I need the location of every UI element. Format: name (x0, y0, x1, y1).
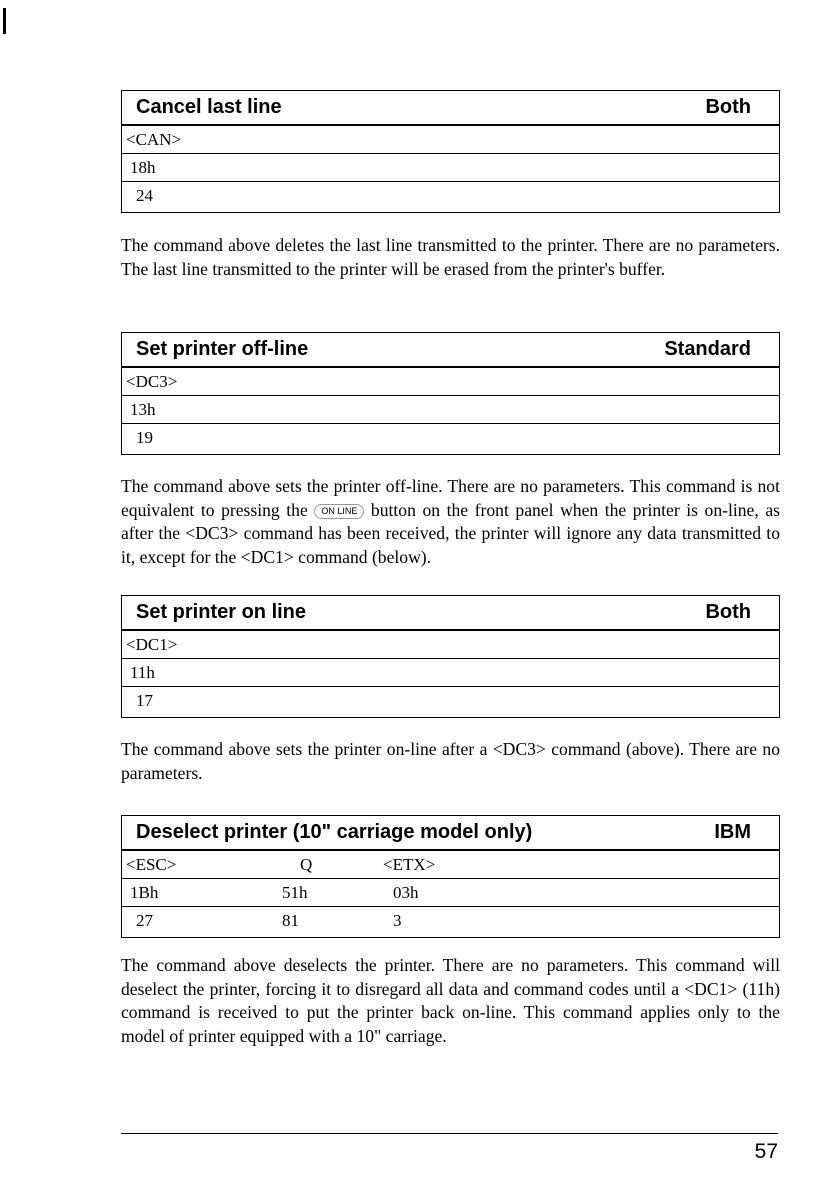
command-hex-row (122, 396, 779, 424)
description-set-printer-off-line (121, 475, 780, 569)
command-hex-row (122, 659, 779, 687)
page-number: 57 (754, 1140, 778, 1163)
decimal-code: 27 (136, 911, 153, 930)
command-title-row (122, 816, 779, 851)
command-ascii-row (122, 851, 779, 879)
command-title: Cancel last line (136, 96, 282, 118)
decimal-code: 24 (136, 186, 153, 205)
hex-code: 03h (393, 883, 419, 902)
command-ascii-row (122, 631, 779, 659)
command-mode: IBM (714, 821, 751, 843)
decimal-code: 3 (393, 911, 402, 930)
decimal-code: 19 (136, 428, 153, 447)
command-box-set-printer-on-line (121, 595, 780, 718)
decimal-code: 81 (282, 911, 299, 930)
footer-rule (121, 1133, 778, 1134)
command-decimal-row (122, 907, 779, 937)
ascii-code: <DC3> (126, 372, 178, 391)
description-cancel-last-line: The command above deletes the last line transmitted to the printer. There are no parameters. The last line transmitted to the printer will be erased from the printer's buffer. (121, 235, 780, 279)
command-mode: Standard (664, 338, 751, 360)
margin-mark (3, 8, 6, 34)
command-hex-row (122, 154, 779, 182)
command-box-set-printer-off-line (121, 332, 780, 455)
command-title: Set printer off-line (136, 338, 309, 360)
command-title-row (122, 596, 779, 631)
command-box-deselect-printer (121, 815, 780, 938)
ascii-code: <ETX> (383, 855, 436, 874)
command-ascii-row (122, 126, 779, 154)
command-title-row (122, 91, 779, 126)
hex-code: 1Bh (130, 883, 159, 902)
command-decimal-row (122, 687, 779, 717)
command-box-cancel-last-line (121, 90, 780, 213)
description-text: The command above sets the printer off-line. There are no parameters. This command is not equivalent to pressing the (121, 476, 780, 520)
hex-code: 18h (130, 158, 156, 177)
command-decimal-row (122, 182, 779, 212)
command-ascii-row (122, 368, 779, 396)
description-text: button on the front panel when the printer is on-line, as after the <DC3> command has been received, the printer will ignore any data transmitted to it, except for the <DC1> command (below). (121, 499, 780, 567)
command-title-row (122, 333, 779, 368)
command-hex-row (122, 879, 779, 907)
ascii-code: <ESC> (126, 855, 177, 874)
command-mode: Both (705, 96, 751, 118)
description-deselect-printer: The command above deselects the printer. There are no parameters. This command will deselect the printer, forcing it to disregard all data and command codes until a <DC1> (11h) command is received to put the printer back on-line. This command applies only to the model of printer equipped with a 10" carriage. (121, 955, 780, 1046)
hex-code: 13h (130, 400, 156, 419)
online-button-glyph: ON LINE (314, 504, 364, 519)
command-mode: Both (705, 601, 751, 623)
command-title: Set printer on line (136, 601, 307, 623)
hex-code: 51h (282, 883, 308, 902)
command-title: Deselect printer (10" carriage model only) (136, 821, 533, 843)
command-decimal-row (122, 424, 779, 454)
ascii-code: Q (300, 855, 313, 874)
description-set-printer-on-line: The command above sets the printer on-line after a <DC3> command (above). There are no parameters. (121, 739, 780, 783)
decimal-code: 17 (136, 691, 153, 710)
ascii-code: <DC1> (126, 635, 178, 654)
hex-code: 11h (130, 663, 155, 682)
ascii-code: <CAN> (126, 130, 182, 149)
